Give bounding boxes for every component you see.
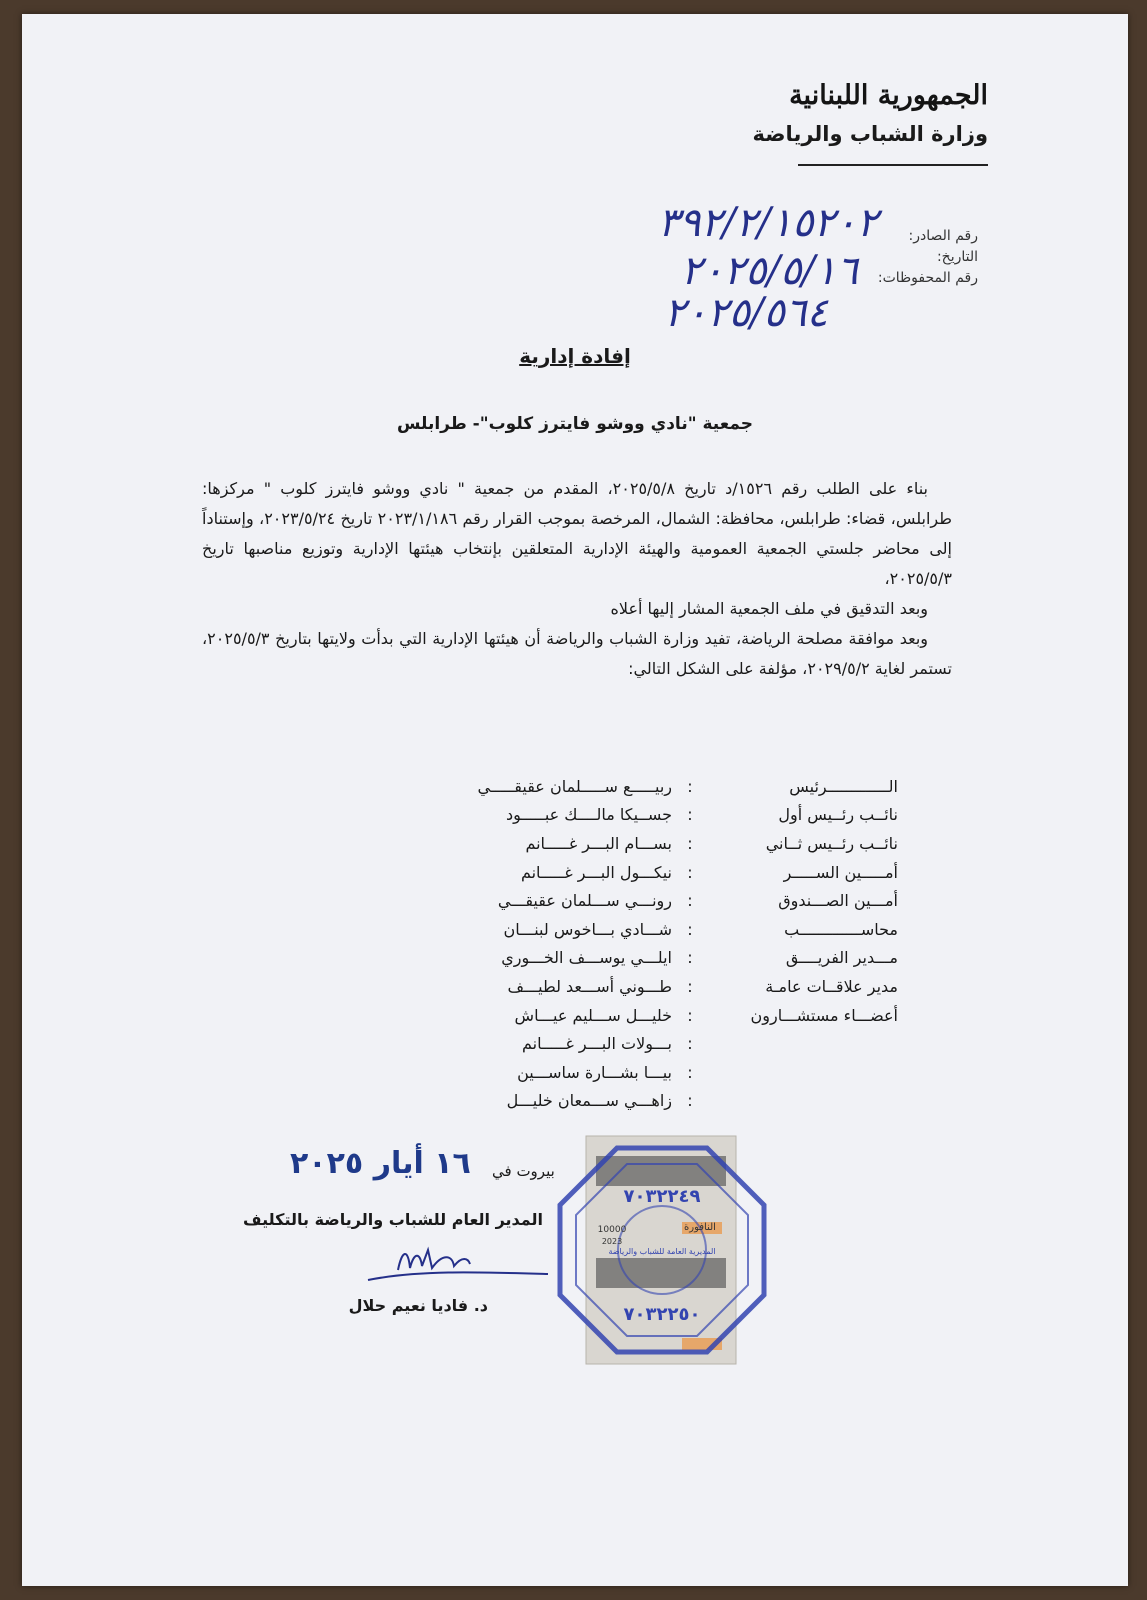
member-role: نائــب رئــيس أول	[778, 805, 898, 825]
ministry-heading: وزارة الشباب والرياضة	[752, 122, 988, 146]
member-name: بـــولات البـــر غـــــانم	[522, 1034, 672, 1054]
table-row: نائــب رئــيس أول : جســيكا مالــــك عبـــــود	[382, 801, 898, 830]
issue-number-handwritten: ٣٩٢/٢/١٥٢٠٢	[657, 200, 878, 246]
member-role: أمـــــين الســـــر	[783, 862, 898, 882]
member-role: مدير علاقــات عامـة	[765, 976, 898, 996]
member-name: ربيـــــع ســـــلمان عقيقـــــي	[477, 776, 672, 796]
official-stamp-icon	[542, 1130, 782, 1370]
table-row: مـــدير الفريــــق : ايلـــي يوســـف الخـــوري	[382, 944, 898, 973]
member-role: مـــدير الفريــــق	[785, 948, 898, 968]
table-row: : بـــولات البـــر غـــــانم	[382, 1029, 898, 1058]
stamp-number-1: ٧٠٣٢٢٤٩	[623, 1186, 701, 1207]
member-role	[708, 1029, 898, 1058]
beirut-label: بيروت في	[492, 1162, 555, 1180]
republic-heading: الجمهورية اللبنانية	[789, 80, 988, 111]
member-name: طـــوني أســـعد لطيـــف	[507, 976, 672, 996]
document-page	[22, 14, 1128, 1586]
table-row: نائــب رئــيس ثــاني : بســـام البـــر غـــــانم	[382, 829, 898, 858]
member-name: بســـام البـــر غـــــانم	[525, 833, 672, 853]
member-name: جســيكا مالــــك عبـــــود	[505, 805, 672, 825]
signatory-name: د. فاديا نعيم حلال	[348, 1296, 488, 1315]
date-handwritten: ٢٠٢٥/٥/١٦	[680, 248, 858, 294]
date-label: التاريخ:	[936, 249, 978, 265]
member-name: بيـــا بشـــارة ساســـين	[517, 1062, 672, 1082]
member-name: ايلـــي يوســـف الخـــوري	[501, 948, 672, 968]
issue-number-label: رقم الصادر:	[908, 228, 978, 244]
body-paragraph-2: وبعد التدقيق في ملف الجمعية المشار إليها أعلاه	[610, 599, 928, 618]
member-name: شـــادي بـــاخوس لبنـــان	[503, 919, 672, 939]
member-name: نيكـــول البـــر غـــــانم	[520, 862, 672, 882]
member-name: خليـــل ســـليم عيـــاش	[514, 1005, 672, 1025]
body-paragraph-3: وبعد موافقة مصلحة الرياضة، تفيد وزارة الشباب والرياضة أن هيئتها الإدارية التي بدأت ولايتها بتاريخ ٢٠٢٥/٥/٣، تستمر لغاية ٢٠٢٩/٥/٢، مؤلفة على الشكل التالي:	[202, 629, 952, 678]
member-name: زاهـــي ســـمعان خليـــل	[506, 1091, 672, 1111]
footer-date-handwritten: ١٦ أيار ٢٠٢٥	[290, 1146, 471, 1181]
table-row: محاســـــــــــــب : شـــادي بـــاخوس لبنـــان	[382, 915, 898, 944]
table-row: : بيـــا بشـــارة ساســـين	[382, 1058, 898, 1087]
table-row: مدير علاقــات عامـة : طـــوني أســـعد لطيـــف	[382, 972, 898, 1001]
body-paragraph-1: بناء على الطلب رقم ١٥٢٦/د تاريخ ٢٠٢٥/٥/٨، المقدم من جمعية " نادي ووشو فايترز كلوب " مركزها: طرابلس، قضاء: طرابلس، محافظة: الشمال، المرخصة بموجب القرار رقم ٢٠٢٣/١/١٨٦ تاريخ ٢٠٢٣/٥/٢٤، وإستناداً إلى محاضر جلستي الجمعية العمومية والهيئة الإدارية المتعلقين بإنتخاب هيئتها الإدارية وتوزيع مناصبها تاريخ ٢٠٢٥/٥/٣،	[202, 479, 952, 588]
archive-number-handwritten: ٢٠٢٥/٥٦٤	[664, 290, 828, 336]
archive-number-label: رقم المحفوظات:	[877, 270, 978, 286]
member-role	[708, 1058, 898, 1087]
table-row: أعضـــاء مستشـــارون : خليـــل ســـليم عيـــاش	[382, 1001, 898, 1030]
document-subject: جمعية "نادي ووشو فايترز كلوب"- طرابلس	[397, 414, 753, 434]
member-role: أمـــين الصـــندوق	[778, 891, 898, 911]
member-name: رونـــي ســـلمان عقيقـــي	[497, 891, 672, 911]
document-body	[202, 474, 952, 684]
member-role: نائــب رئــيس ثــاني	[765, 833, 898, 853]
stamp-label: النافورة	[684, 1222, 716, 1233]
stamp-number-2: ٧٠٣٢٢٥٠	[623, 1304, 701, 1325]
table-row: أمـــــين الســـــر : نيكـــول البـــر غـــــانم	[382, 858, 898, 887]
director-title: المدير العام للشباب والرياضة بالتكليف	[243, 1210, 543, 1229]
stamp-year: 2023	[601, 1237, 623, 1246]
stamp-value: 10000	[597, 1225, 627, 1235]
member-role: الـــــــــــــرئيس	[789, 776, 898, 796]
table-row: : زاهـــي ســـمعان خليـــل	[382, 1087, 898, 1116]
member-role: أعضـــاء مستشـــارون	[750, 1005, 898, 1025]
signature-icon	[358, 1240, 558, 1290]
table-row: الـــــــــــــرئيس : ربيـــــع ســـــلمان عقيقـــــي	[382, 772, 898, 801]
stamp-text: المديرية العامة للشباب والرياضة	[608, 1247, 716, 1256]
table-row: أمـــين الصـــندوق : رونـــي ســـلمان عقيقـــي	[382, 886, 898, 915]
header-divider	[798, 164, 988, 166]
document-title: إفادة إدارية	[519, 344, 631, 368]
member-role	[708, 1087, 898, 1116]
member-role: محاســـــــــــــب	[784, 919, 898, 939]
committee-table	[382, 772, 898, 1115]
